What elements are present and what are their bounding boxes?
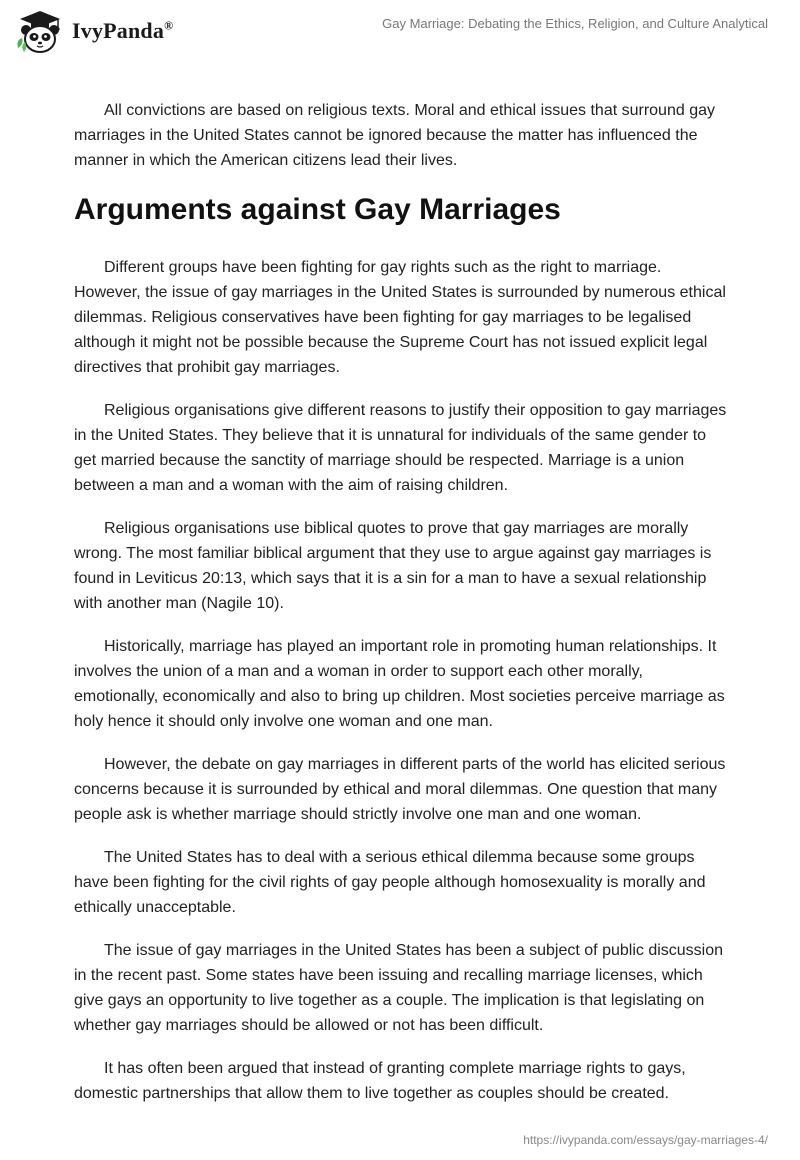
- section-heading: Arguments against Gay Marriages: [74, 193, 561, 226]
- body-paragraph: Different groups have been fighting for gay rights such as the right to marriage. However, the issue of gay marriages in the United States is surrounded by numerous ethical dilemmas. Religious conservatives have been fighting for gay marriages to be legalised although it might not be possible because the Supreme Court has not issued explicit legal directives that prohibit gay marriages.: [74, 259, 726, 376]
- source-url[interactable]: https://ivypanda.com/essays/gay-marriages-4/: [523, 1133, 768, 1147]
- page-header: [0, 0, 800, 60]
- body-paragraph: Historically, marriage has played an important role in promoting human relationships. It involves the union of a man and a woman in order to support each other morally, emotionally, economically and also to bring up children. Most societies perceive marriage as holy hence it should only involve one woman and one man.: [74, 638, 725, 730]
- intro-paragraph: All convictions are based on religious texts. Moral and ethical issues that surround gay marriages in the United States cannot be ignored because the matter has influenced the manner in which the American citizens lead their lives.: [74, 102, 715, 169]
- registered-mark: ®: [164, 18, 174, 33]
- document-title: Gay Marriage: Debating the Ethics, Religion, and Culture Analytical: [382, 16, 768, 31]
- body-paragraph: It has often been argued that instead of granting complete marriage rights to gays, domestic partnerships that allow them to live together as couples should be created.: [74, 1060, 686, 1102]
- panda-graduate-icon: [14, 8, 66, 54]
- body-paragraph: Religious organisations give different reasons to justify their opposition to gay marriages in the United States. They believe that it is unnatural for individuals of the same gender to get married because the sanctity of marriage should be respected. Marriage is a union between a man and a woman with the aim of raising children.: [74, 402, 727, 494]
- body-paragraph: The issue of gay marriages in the United States has been a subject of public discussion in the recent past. Some states have been issuing and recalling marriage licenses, which give gays an opportunity to live together as a couple. The implication is that legislating on whether gay marriages should be allowed or not has been difficult.: [74, 942, 724, 1034]
- brand-name: IvyPanda®: [72, 18, 174, 43]
- body-paragraph: The United States has to deal with a serious ethical dilemma because some groups have been fighting for the civil rights of gay people although homosexuality is morally and ethically unacceptable.: [74, 849, 706, 916]
- body-paragraph: Religious organisations use biblical quotes to prove that gay marriages are morally wrong. The most familiar biblical argument that they use to argue against gay marriages is found in Leviticus 20:13, which says that it is a sin for a man to have a sexual relationship with another man (Nagile 10).: [74, 520, 712, 612]
- essay-content: [74, 98, 730, 1124]
- brand-logo[interactable]: [14, 8, 173, 54]
- body-paragraph: However, the debate on gay marriages in different parts of the world has elicited serious concerns because it is surrounded by ethical and moral dilemmas. One question that many people ask is whether marriage should strictly involve one man and one woman.: [74, 756, 726, 823]
